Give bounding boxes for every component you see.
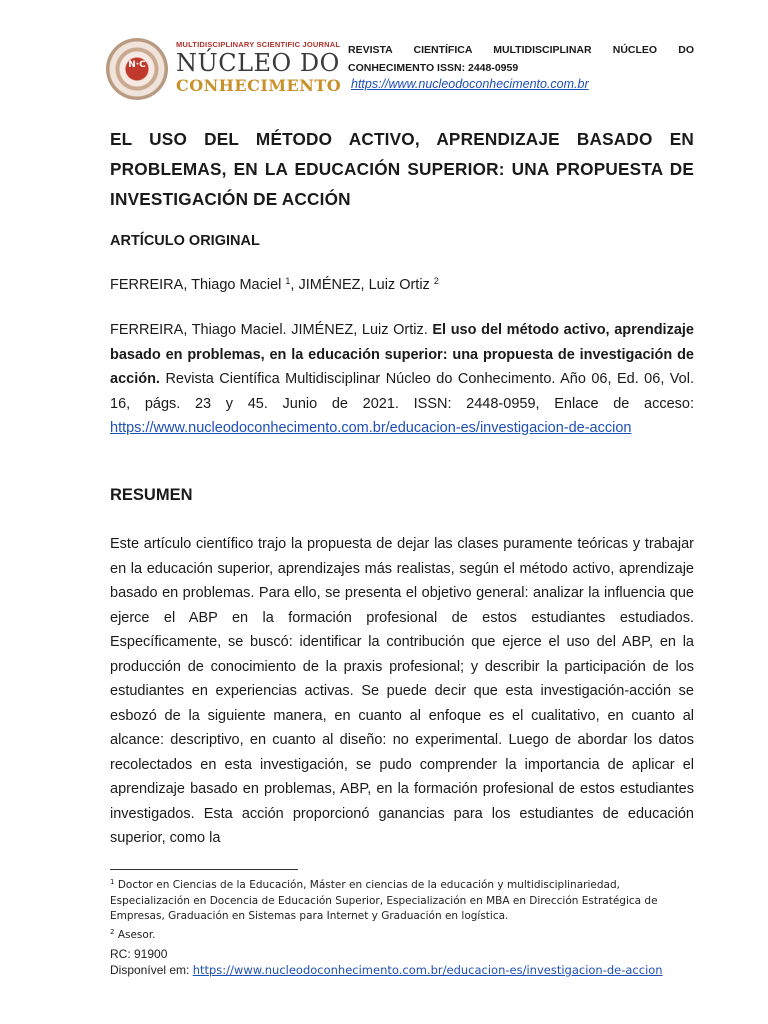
abstract-heading: RESUMEN — [110, 486, 193, 504]
citation-authors: FERREIRA, Thiago Maciel. JIMÉNEZ, Luiz Ortiz. — [110, 322, 428, 338]
footnote-1-mark: 1 — [110, 878, 115, 886]
footnote-2-mark: 2 — [110, 927, 115, 936]
footer-link[interactable]: https://www.nucleodoconhecimento.com.br/educacion-es/investigacion-de-accion — [192, 963, 663, 977]
page-footer — [110, 946, 710, 978]
journal-header — [348, 41, 694, 77]
citation-link[interactable]: https://www.nucleodoconhecimento.com.br/educacion-es/investigacion-de-accion — [110, 420, 632, 436]
footnote-1-text: Doctor en Ciencias de la Educación, Máster en ciencias de la educación y multidisciplinariedad, Especialización en Docencia de Educación Superior, Especialización en MBA en Dirección Estratégica de Empresas, Graduación en Sistemas para Internet y Graduación en logística. — [110, 879, 658, 922]
article-type: ARTÍCULO ORIGINAL — [110, 233, 260, 249]
author-1: FERREIRA, Thiago Maciel — [110, 277, 282, 293]
footnote-2 — [110, 925, 698, 944]
article-title: EL USO DEL MÉTODO ACTIVO, APRENDIZAJE BASADO EN PROBLEMAS, EN LA EDUCACIÓN SUPERIOR: UNA PROPUESTA DE INVESTIGACIÓN DE ACCIÓN — [110, 129, 694, 209]
footer-available-label: Disponível em: — [110, 963, 193, 977]
footnote-divider — [110, 869, 298, 870]
citation-details: Revista Científica Multidisciplinar Núcleo do Conhecimento. Año 06, Ed. 06, Vol. 16, págs. 23 y 45. Junio de 2021. ISSN: 2448-0959, Enlace de acceso: — [110, 371, 694, 412]
footnote-ref-2[interactable]: 2 — [433, 276, 439, 286]
footer-available — [110, 962, 710, 978]
author-2: JIMÉNEZ, Luiz Ortiz — [298, 277, 430, 293]
journal-url-link[interactable]: https://www.nucleodoconhecimento.com.br — [351, 77, 589, 91]
author-line — [110, 276, 439, 293]
logo-name-line1: NÚCLEO DO — [176, 49, 340, 77]
journal-logo — [106, 36, 342, 96]
footnotes — [110, 875, 698, 943]
logo-tagline: MULTIDISCIPLINARY SCIENTIFIC JOURNAL — [176, 40, 341, 49]
abstract-text: Este artículo científico trajo la propuesta de dejar las clases puramente teóricas y trabajar en la educación superior, aprendizajes más realistas, según el método activo, aprendizaje basado en problemas. Para ello, se presenta el objetivo general: analizar la influencia que ejerce el ABP en la formación profesional de estos estudiantes estudiados. Específicamente, se buscó: identificar la contribución que ejerce el uso del ABP, en la producción de conocimiento de la praxis profesional; y describir la participación de los estudiantes en experiencias activas. Se puede decir que esta investigación-acción se esbozó de la siguiente manera, en cuanto al enfoque es el cualitativo, en cuanto al alcance: descriptivo, en cuanto al diseño: no experimental. Luego de abordar los datos recolectados en esta investigación, se pudo comprender la importancia de aplicar el aprendizaje basado en problemas, ABP, en la formación profesional de estos estudiantes investigados. Esta acción proporcionó ganancias para los estudiantes de educación superior, como la — [110, 536, 694, 846]
journal-header-line2: CONHECIMENTO ISSN: 2448-0959 — [348, 62, 519, 74]
journal-header-line1: REVISTA CIENTÍFICA MULTIDISCIPLINAR NÚCLEO DO — [348, 44, 694, 56]
citation-paragraph — [110, 318, 694, 441]
author-separator: , — [290, 277, 299, 293]
footnote-ref-1[interactable]: 1 — [285, 276, 291, 286]
logo-name-line2: CONHECIMENTO — [176, 76, 342, 95]
footer-rc: RC: 91900 — [110, 947, 168, 961]
footnote-1 — [110, 875, 698, 925]
footnote-2-text: Asesor. — [117, 928, 156, 941]
citation-title: El uso del método activo, aprendizaje basado en problemas, en la educación superior: una propuesta de investigación de acción. — [110, 322, 694, 387]
logo-seal-text: N·C — [128, 60, 146, 70]
